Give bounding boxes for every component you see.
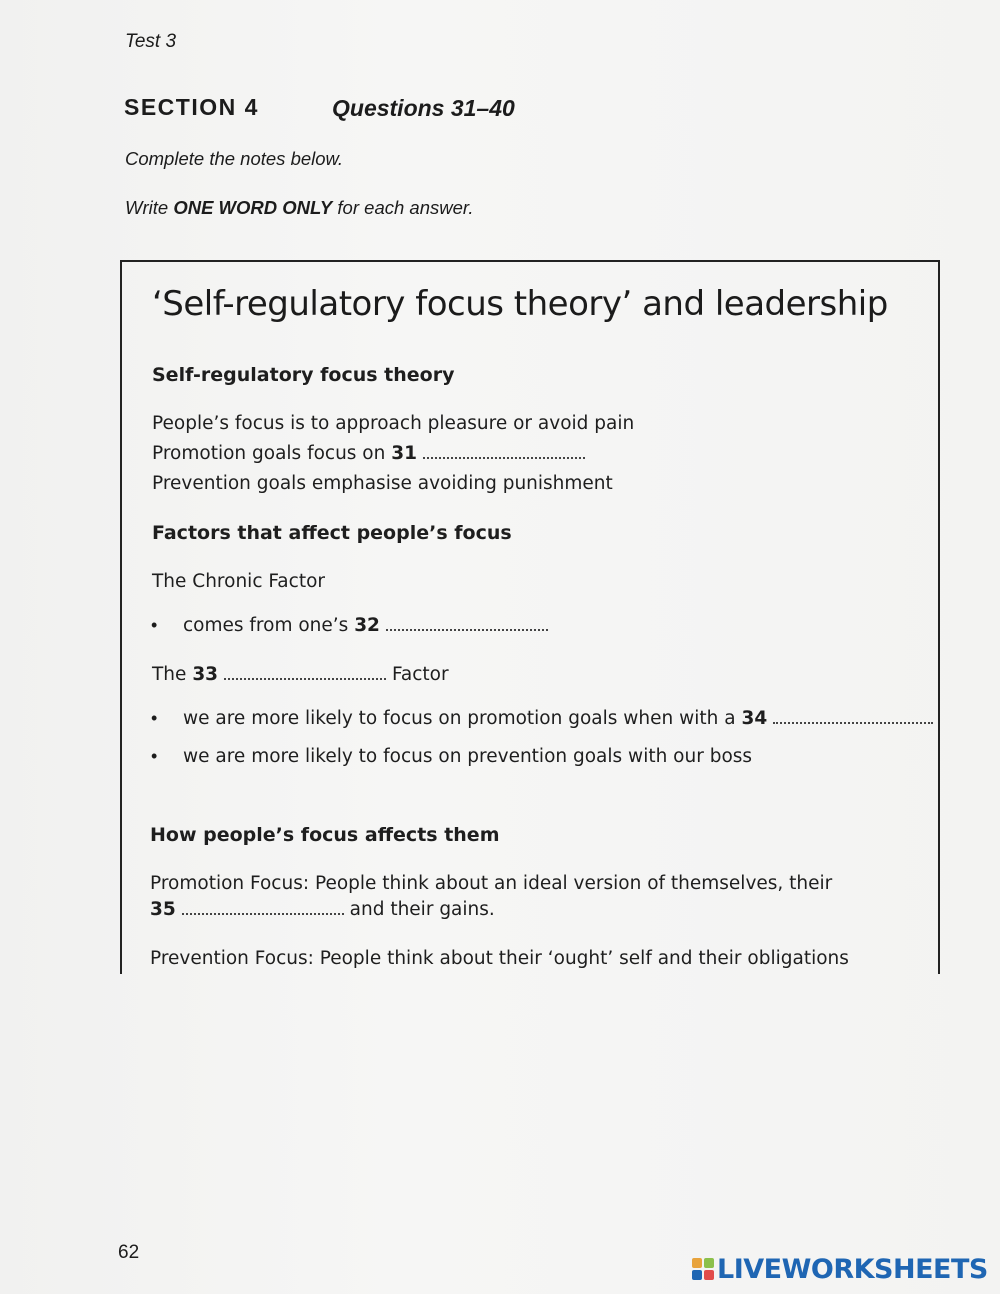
notes-title: ‘Self-regulatory focus theory’ and leadership (152, 284, 888, 324)
answer-blank-33[interactable] (224, 674, 386, 680)
answer-blank-34[interactable] (773, 718, 933, 724)
note-line-promotion-goals (183, 708, 933, 729)
comes-from-text: comes from one’s (183, 615, 349, 636)
bullet-boss: • (151, 746, 158, 766)
logo-icon (692, 1258, 714, 1280)
promotion-text: Promotion goals focus on (152, 443, 386, 464)
notes-box (120, 260, 940, 974)
question-number-32: 32 (354, 615, 380, 636)
logo-square-1 (692, 1258, 702, 1268)
logo-square-2 (704, 1258, 714, 1268)
note-line-promotion-focus: Promotion Focus: People think about an ideal version of themselves, their (150, 873, 833, 894)
logo-text: LIVEWORKSHEETS (717, 1253, 988, 1285)
test-label: Test 3 (125, 31, 177, 52)
instruction-suffix: for each answer. (332, 197, 474, 218)
note-line-promotion (152, 443, 585, 464)
note-line-boss: we are more likely to focus on prevention goals with our boss (183, 746, 753, 767)
questions-range: Questions 31–40 (332, 95, 515, 121)
answer-blank-32[interactable] (386, 625, 548, 631)
note-line-prevention-focus: Prevention Focus: People think about their ‘ought’ self and their obligations (150, 948, 849, 969)
chronic-factor: The Chronic Factor (152, 571, 325, 592)
note-line-comes-from (183, 615, 548, 636)
note-line-prevention: Prevention goals emphasise avoiding punishment (152, 473, 613, 494)
gains-text: and their gains. (349, 899, 495, 920)
heading-factors: Factors that affect people’s focus (152, 522, 512, 544)
instruction-emphasis: ONE WORD ONLY (173, 197, 333, 218)
logo-square-4 (704, 1270, 714, 1280)
note-line-gains (150, 899, 495, 920)
liveworksheets-logo (692, 1253, 988, 1285)
bullet-32: • (151, 615, 158, 635)
question-number-33: 33 (192, 664, 219, 685)
question-number-34: 34 (741, 708, 768, 729)
note-line-factor-33 (152, 664, 449, 685)
question-number-31: 31 (391, 443, 417, 464)
instruction-prefix: Write (125, 197, 174, 218)
note-line-focus: People’s focus is to approach pleasure or avoid pain (152, 413, 635, 434)
answer-blank-35[interactable] (182, 909, 344, 915)
heading-self-regulatory: Self-regulatory focus theory (152, 364, 455, 386)
the-text: The (152, 664, 187, 685)
factor-text: Factor (391, 664, 449, 685)
question-number-35: 35 (150, 899, 176, 920)
promotion-goals-text: we are more likely to focus on promotion goals when with a (183, 708, 736, 729)
section-heading: SECTION 4 (124, 94, 259, 120)
answer-blank-31[interactable] (423, 453, 585, 459)
bullet-34: • (151, 708, 158, 728)
instruction-complete-notes: Complete the notes below. (125, 148, 344, 169)
logo-square-3 (692, 1270, 702, 1280)
heading-how-focus-affects: How people’s focus affects them (150, 824, 500, 846)
page-number: 62 (118, 1242, 140, 1263)
instruction-word-limit (125, 197, 474, 219)
